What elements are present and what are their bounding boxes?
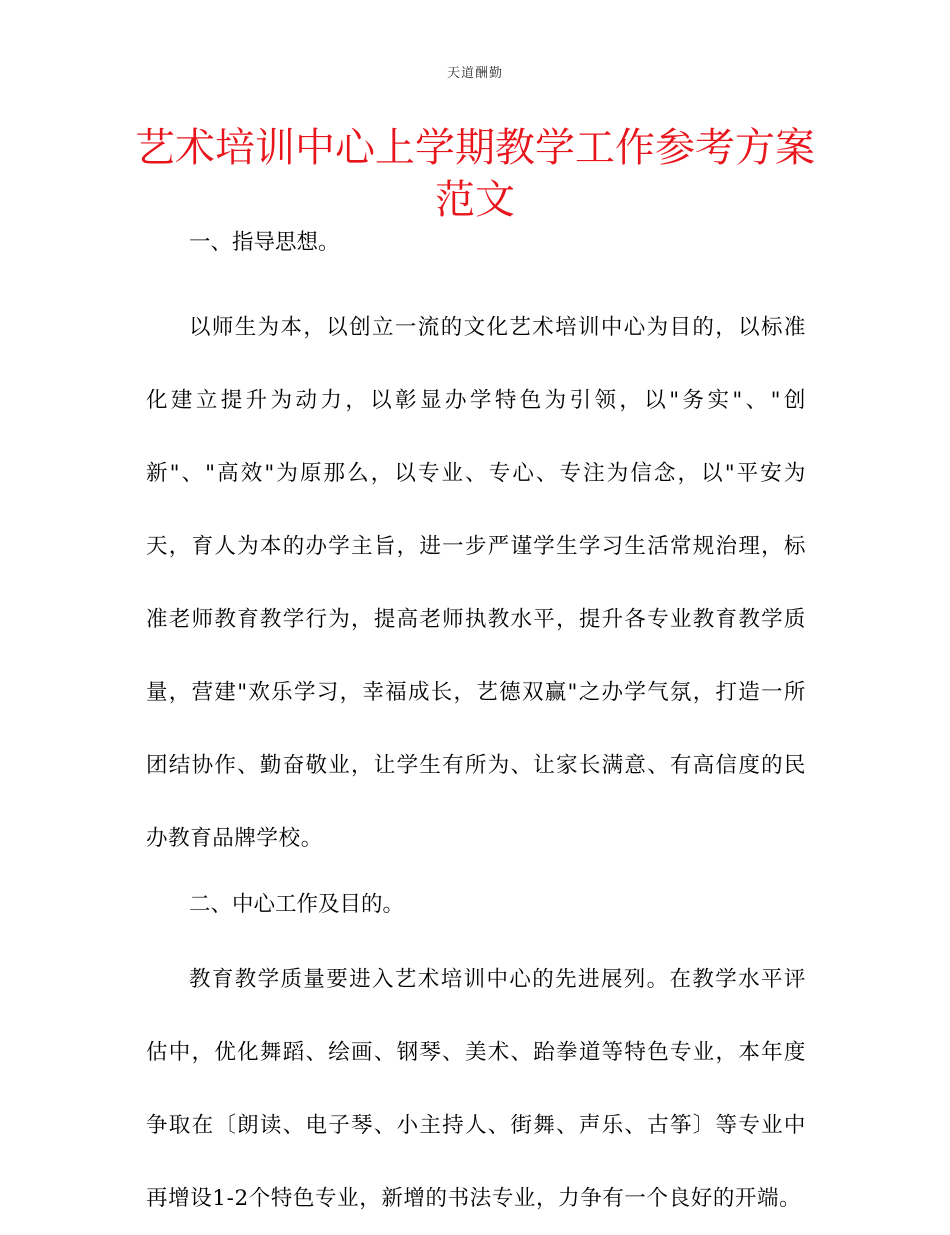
- page-header: 天道酬勤: [446, 66, 503, 81]
- document-title: 艺术培训中心上学期教学工作参考方案范文: [135, 125, 815, 223]
- paragraph-guiding-ideology: 以师生为本，以创立一流的文化艺术培训中心为目的，以标准化建立提升为动力，以彰显办学特色为引领，以"务实"、"创新"、"高效"为原那么，以专业、专心、专注为信念，以"平安为天，育人为本的办学主旨，进一步严谨学生学习生活常规治理，标准老师教育教学行为，提高老师执教水平，提升各专业教育教学质量，营建"欢乐学习，幸福成长，艺德双赢"之办学气氛，打造一所团结协作、勤奋敬业，让学生有所为、让家长满意、有高信度的民办教育品牌学校。: [146, 315, 806, 851]
- section-heading-central-work: 二、中心工作及目的。: [189, 892, 405, 917]
- paragraph-central-work: 教育教学质量要进入艺术培训中心的先进展列。在教学水平评估中，优化舞蹈、绘画、钢琴、美术、跆拳道等特色专业，本年度争取在〔朗读、电子琴、小主持人、街舞、声乐、古筝〕等专业中再增设1-2个特色专业，新增的书法专业，力争有一个良好的开端。: [146, 967, 806, 1211]
- section-heading-guiding-ideology: 一、指导思想。: [189, 230, 340, 255]
- document-body: [146, 225, 806, 1235]
